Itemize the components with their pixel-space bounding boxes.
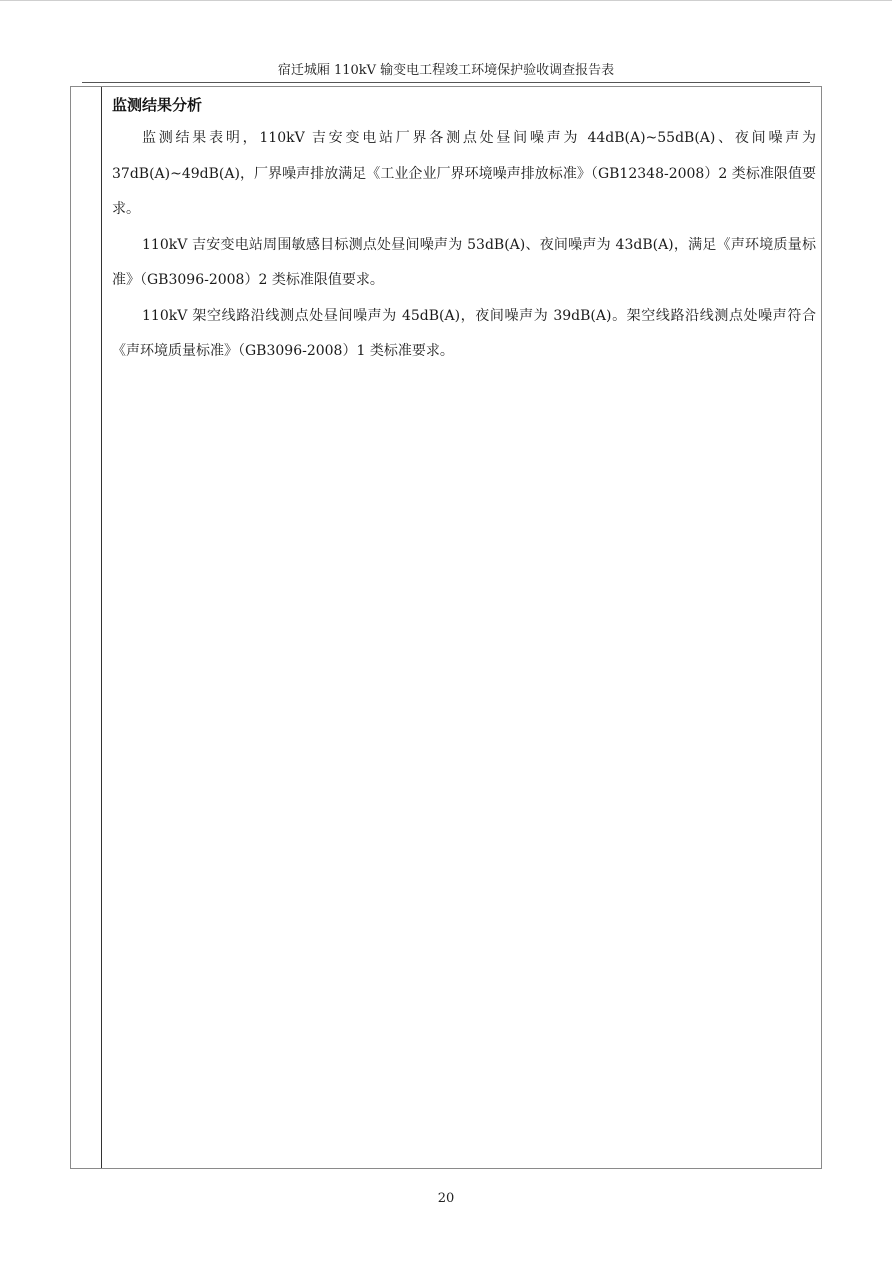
- table-label-column: [71, 87, 102, 1168]
- section-title: 监测结果分析: [112, 96, 203, 114]
- table-content-cell: [112, 93, 816, 370]
- paragraph-overhead-line-noise: 110kV 架空线路沿线测点处昼间噪声为 45dB(A)，夜间噪声为 39dB(A)。架空线路沿线测点处噪声符合《声环境质量标准》（GB3096-2008）1 类标准要求。: [112, 307, 816, 359]
- header-rule: [82, 82, 810, 83]
- page-top-edge: [0, 0, 892, 1]
- paragraph-sensitive-target-noise: 110kV 吉安变电站周围敏感目标测点处昼间噪声为 53dB(A)、夜间噪声为 43dB(A)，满足《声环境质量标准》（GB3096-2008）2 类标准限值要求。: [112, 236, 816, 288]
- report-table: [70, 86, 822, 1169]
- paragraph-boundary-noise: 监测结果表明，110kV 吉安变电站厂界各测点处昼间噪声为 44dB(A)~55dB(A)、夜间噪声为 37dB(A)~49dB(A)，厂界噪声排放满足《工业企业厂界环境噪声排放标准》（GB12348-2008）2 类标准限值要求。: [112, 130, 816, 217]
- running-header: 宿迁城厢 110kV 输变电工程竣工环境保护验收调查报告表: [277, 63, 615, 78]
- page-number: 20: [437, 1191, 455, 1206]
